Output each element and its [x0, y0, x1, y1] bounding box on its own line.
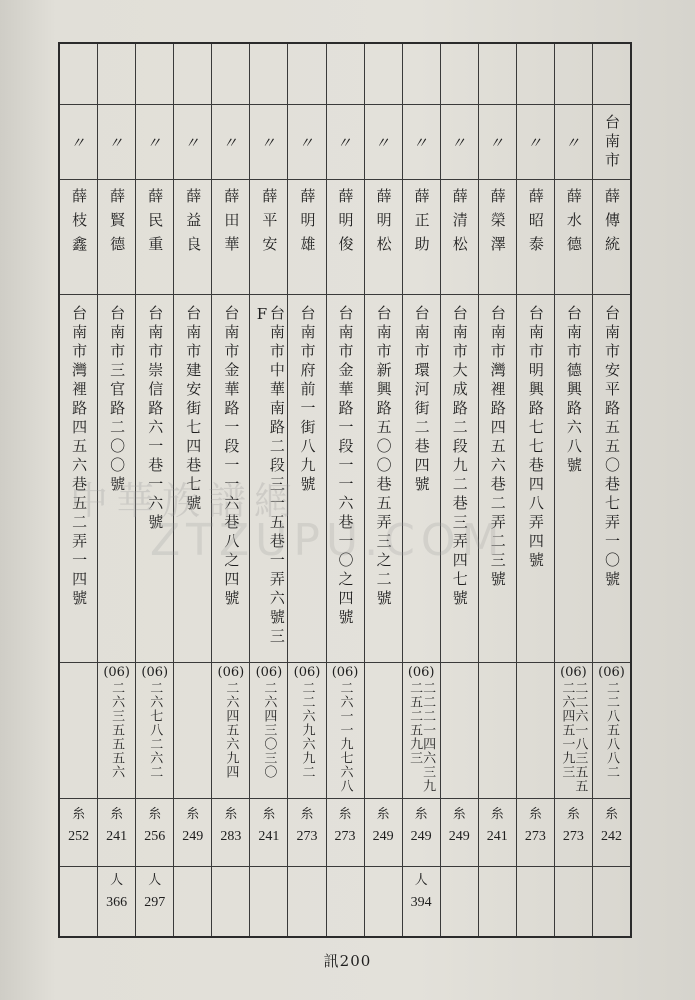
city-text: 〃 [450, 133, 468, 152]
watermark-url: ZTZUPU.COM [150, 515, 506, 566]
category-label: 糸 [604, 807, 618, 822]
phone-cell [288, 663, 325, 799]
category-cell [174, 799, 211, 867]
city-cell [517, 105, 554, 180]
address-cell [212, 295, 249, 663]
area-code: (06) [217, 665, 245, 680]
category-label: 糸 [224, 807, 238, 822]
phone-cell [441, 663, 478, 799]
phone-cell [403, 663, 440, 799]
city-cell [441, 105, 478, 180]
extra-cell [327, 867, 364, 936]
category-cell [60, 799, 97, 867]
category-label: 糸 [186, 807, 200, 822]
category-label: 糸 [490, 807, 504, 822]
category-code: 273 [334, 829, 356, 844]
address-cell [250, 295, 287, 663]
phone-text: 二六四三〇三〇 [261, 681, 277, 779]
category-label: 糸 [262, 807, 276, 822]
category-code: 273 [562, 829, 584, 844]
phone-text: 二二六一八三五五 [572, 681, 588, 793]
category-cell [212, 799, 249, 867]
address-text: 台南市中華南路二段三一五巷一弄六號三F [252, 305, 286, 647]
city-cell [365, 105, 402, 180]
address-cell [174, 295, 211, 663]
address-text: 台南市安平路五五〇巷七弄一〇號 [602, 305, 621, 590]
address-text: 台南市建安街七四巷七號 [184, 305, 203, 514]
city-text: 〃 [412, 133, 430, 152]
city-cell [403, 105, 440, 180]
area-code: (06) [141, 665, 169, 680]
extra-cell [212, 867, 249, 936]
phone-cell [593, 663, 630, 799]
phone-cell [250, 663, 287, 799]
extra-cell [441, 867, 478, 936]
extra-cell [136, 867, 173, 936]
record-column [402, 44, 440, 936]
category-cell [136, 799, 173, 867]
blank-cell [555, 44, 592, 105]
name-cell [365, 180, 402, 295]
extra-code: 366 [106, 895, 128, 910]
blank-cell [441, 44, 478, 105]
record-column [211, 44, 249, 936]
address-cell [365, 295, 402, 663]
city-cell [555, 105, 592, 180]
name-text: 薛平安 [260, 188, 279, 260]
city-text: 〃 [298, 133, 316, 152]
city-cell [250, 105, 287, 180]
address-text: 台南市崇信路六一巷一六號 [146, 305, 165, 533]
record-column [364, 44, 402, 936]
extra-cell [250, 867, 287, 936]
category-code: 249 [372, 829, 394, 844]
address-cell [98, 295, 135, 663]
address-text: 台南市新興路五〇〇巷五弄三之二號 [374, 305, 393, 609]
name-cell [60, 180, 97, 295]
blank-cell [174, 44, 211, 105]
name-text: 薛傳統 [602, 188, 621, 260]
city-cell [98, 105, 135, 180]
category-code: 273 [296, 829, 318, 844]
page-number: 訊200 [323, 952, 372, 970]
phone-cell [555, 663, 592, 799]
phone-text: 二六一一九七六八 [337, 681, 353, 793]
category-label: 糸 [376, 807, 390, 822]
area-code: (06) [293, 665, 321, 680]
name-text: 薛清松 [450, 188, 469, 260]
name-cell [403, 180, 440, 295]
phone-cell [98, 663, 135, 799]
record-column [440, 44, 478, 936]
extra-cell [365, 867, 402, 936]
city-cell [174, 105, 211, 180]
category-label: 糸 [72, 807, 86, 822]
category-cell [517, 799, 554, 867]
category-cell [555, 799, 592, 867]
phone-cell [365, 663, 402, 799]
record-column [554, 44, 592, 936]
area-code: (06) [407, 665, 435, 680]
phone-text-2: 二五二五九三 [407, 681, 423, 765]
phone-cell [60, 663, 97, 799]
name-cell [174, 180, 211, 295]
address-text: 台南市明興路七七巷四八弄四號 [526, 305, 545, 571]
address-cell [555, 295, 592, 663]
phone-text: 二六三五五五六 [109, 681, 125, 779]
name-text: 薛昭泰 [526, 188, 545, 260]
blank-cell [136, 44, 173, 105]
address-cell [403, 295, 440, 663]
city-text: 〃 [70, 133, 88, 152]
name-text: 薛明俊 [336, 188, 355, 260]
genealogy-table [58, 42, 632, 938]
category-label: 糸 [338, 807, 352, 822]
name-cell [250, 180, 287, 295]
city-cell [60, 105, 97, 180]
extra-cell [174, 867, 211, 936]
record-column [287, 44, 325, 936]
extra-cell [403, 867, 440, 936]
city-text: 〃 [260, 133, 278, 152]
phone-cell [174, 663, 211, 799]
record-column [478, 44, 516, 936]
city-cell [212, 105, 249, 180]
phone-wrap [300, 681, 313, 779]
phone-wrap [224, 681, 237, 779]
address-text: 台南市金華路一段一一六巷一〇之四號 [336, 305, 355, 628]
phone-text-2: 二六四五一九三 [559, 681, 575, 779]
name-cell [212, 180, 249, 295]
name-text: 薛正助 [412, 188, 431, 260]
address-cell [479, 295, 516, 663]
category-code: 273 [524, 829, 546, 844]
address-text: 台南市府前一街八九號 [298, 305, 317, 495]
phone-text: 二二六九六九二 [299, 681, 315, 779]
area-code: (06) [255, 665, 283, 680]
extra-code: 297 [144, 895, 166, 910]
city-cell [136, 105, 173, 180]
category-label: 糸 [110, 807, 124, 822]
category-cell [365, 799, 402, 867]
phone-text: 二二二一四六三九 [420, 681, 436, 793]
phone-wrap [605, 681, 618, 779]
name-text: 薛賢德 [108, 188, 127, 260]
blank-cell [365, 44, 402, 105]
blank-cell [288, 44, 325, 105]
phone-text: 二六七八二六二 [147, 681, 163, 779]
blank-cell [212, 44, 249, 105]
record-column [326, 44, 364, 936]
extra-cell [555, 867, 592, 936]
extra-cell [593, 867, 630, 936]
area-code: (06) [331, 665, 359, 680]
address-cell [288, 295, 325, 663]
phone-text: 二六四五六九四 [223, 681, 239, 779]
city-text: 〃 [184, 133, 202, 152]
category-cell [479, 799, 516, 867]
city-text: 〃 [526, 133, 544, 152]
phone-cell [212, 663, 249, 799]
name-cell [517, 180, 554, 295]
category-code: 283 [220, 829, 242, 844]
category-code: 242 [600, 829, 622, 844]
phone-cell [517, 663, 554, 799]
name-cell [98, 180, 135, 295]
name-text: 薛民重 [146, 188, 165, 260]
address-cell [327, 295, 364, 663]
name-cell [136, 180, 173, 295]
city-text: 〃 [564, 133, 582, 152]
phone-wrap [262, 681, 275, 779]
extra-label: 人 [110, 873, 124, 888]
category-code: 241 [106, 829, 128, 844]
category-cell [403, 799, 440, 867]
phone-wrap [560, 681, 586, 793]
category-code: 249 [410, 829, 432, 844]
blank-cell [403, 44, 440, 105]
name-text: 薛榮澤 [488, 188, 507, 260]
extra-label: 人 [414, 873, 428, 888]
name-cell [441, 180, 478, 295]
phone-cell [327, 663, 364, 799]
category-code: 256 [144, 829, 166, 844]
extra-label: 人 [148, 873, 162, 888]
address-text: 台南市環河街二巷四號 [412, 305, 431, 495]
category-cell [441, 799, 478, 867]
city-text: 〃 [488, 133, 506, 152]
category-code: 252 [68, 829, 90, 844]
area-code: (06) [103, 665, 130, 680]
record-column [249, 44, 287, 936]
city-text: 〃 [336, 133, 354, 152]
phone-wrap [148, 681, 161, 779]
address-text: 台南市灣裡路四五六巷五二弄一四號 [70, 305, 89, 609]
extra-cell [98, 867, 135, 936]
phone-cell [136, 663, 173, 799]
name-cell [593, 180, 630, 295]
category-code: 241 [486, 829, 508, 844]
city-cell [327, 105, 364, 180]
name-cell [479, 180, 516, 295]
phone-wrap [339, 681, 352, 793]
record-column [592, 44, 630, 936]
category-label: 糸 [414, 807, 428, 822]
name-cell [327, 180, 364, 295]
name-text: 薛枝鑫 [70, 188, 89, 260]
extra-cell [60, 867, 97, 936]
record-column [173, 44, 211, 936]
category-code: 249 [182, 829, 204, 844]
category-label: 糸 [148, 807, 162, 822]
phone-text: 二二八五八八二 [603, 681, 619, 779]
city-text: 台南市 [602, 113, 621, 171]
category-cell [327, 799, 364, 867]
record-column [97, 44, 135, 936]
record-column [135, 44, 173, 936]
blank-cell [250, 44, 287, 105]
blank-cell [327, 44, 364, 105]
extra-cell [288, 867, 325, 936]
city-text: 〃 [146, 133, 164, 152]
category-label: 糸 [452, 807, 466, 822]
area-code: (06) [560, 665, 587, 680]
category-code: 249 [448, 829, 470, 844]
category-cell [288, 799, 325, 867]
name-cell [288, 180, 325, 295]
phone-wrap [408, 681, 434, 793]
address-text: 台南市灣裡路四五六巷二弄二三號 [488, 305, 507, 590]
city-cell [593, 105, 630, 180]
phone-cell [479, 663, 516, 799]
name-text: 薛明松 [374, 188, 393, 260]
address-text: 台南市大成路二段九二巷三弄四七號 [450, 305, 469, 609]
category-label: 糸 [566, 807, 580, 822]
blank-cell [479, 44, 516, 105]
address-text: 台南市三官路二〇〇號 [108, 305, 127, 495]
blank-cell [60, 44, 97, 105]
record-column [516, 44, 554, 936]
watermark-cn: 中華族譜網 [70, 479, 301, 523]
blank-cell [98, 44, 135, 105]
record-column [60, 44, 97, 936]
city-text: 〃 [222, 133, 240, 152]
name-text: 薛田華 [222, 188, 241, 260]
category-cell [98, 799, 135, 867]
address-text: 台南市德興路六八號 [564, 305, 583, 476]
address-text: 台南市金華路一段一一六巷八之四號 [222, 305, 241, 609]
name-text: 薛明雄 [298, 188, 317, 260]
address-cell [517, 295, 554, 663]
category-cell [250, 799, 287, 867]
name-cell [555, 180, 592, 295]
blank-cell [517, 44, 554, 105]
city-cell [479, 105, 516, 180]
city-text: 〃 [108, 133, 126, 152]
extra-cell [479, 867, 516, 936]
name-text: 薛水德 [564, 188, 583, 260]
area-code: (06) [598, 665, 625, 680]
address-cell [441, 295, 478, 663]
city-cell [288, 105, 325, 180]
category-label: 糸 [300, 807, 314, 822]
category-cell [593, 799, 630, 867]
address-cell [136, 295, 173, 663]
extra-code: 394 [410, 895, 432, 910]
name-text: 薛益良 [184, 188, 203, 260]
phone-wrap [110, 681, 123, 779]
address-cell [593, 295, 630, 663]
address-cell [60, 295, 97, 663]
extra-cell [517, 867, 554, 936]
blank-cell [593, 44, 630, 105]
city-text: 〃 [374, 133, 392, 152]
category-label: 糸 [528, 807, 542, 822]
category-code: 241 [258, 829, 280, 844]
